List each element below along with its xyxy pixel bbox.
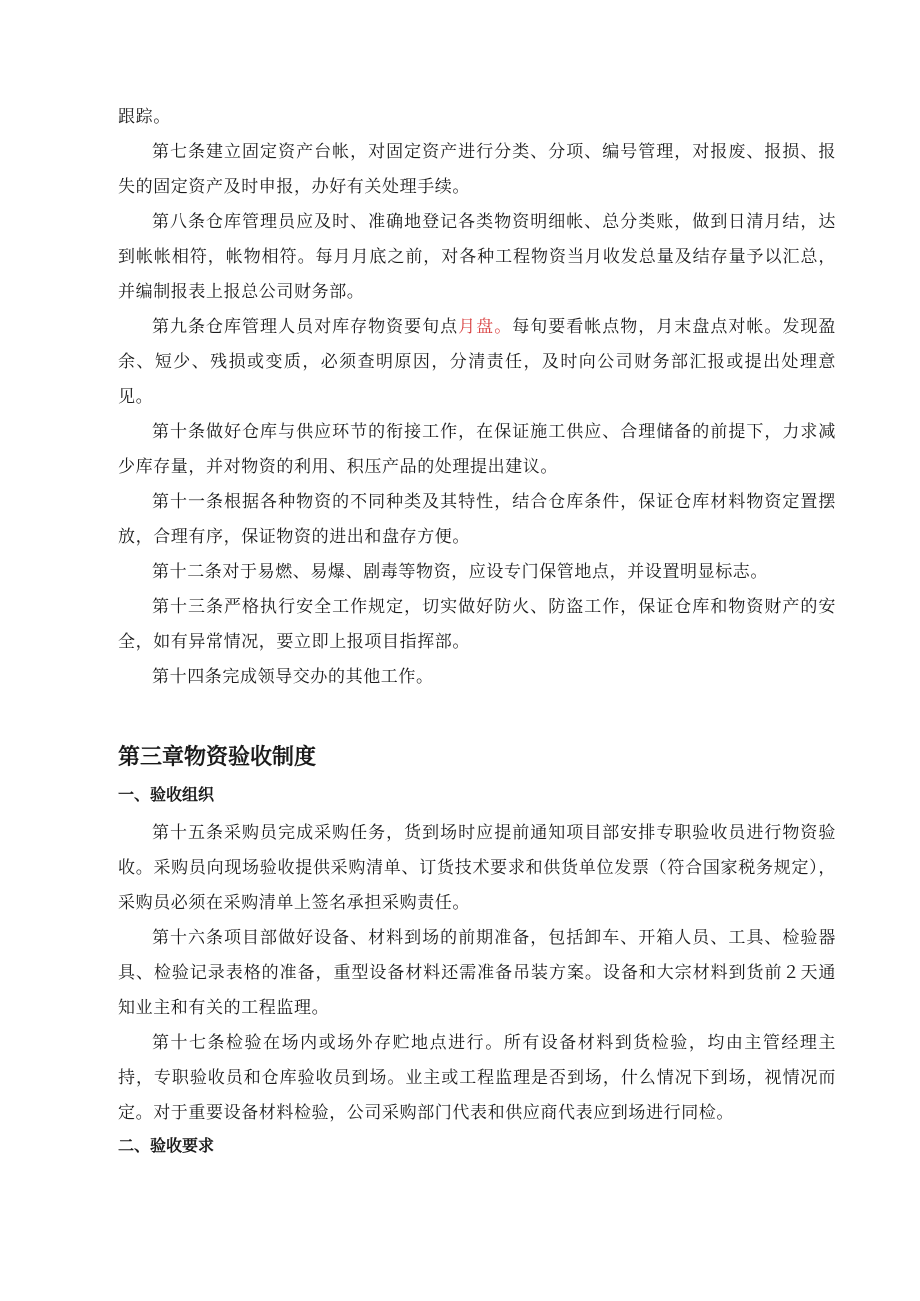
paragraph-article-17: 第十七条检验在场内或场外存贮地点进行。所有设备材料到货检验，均由主管经理主持，专职验收员和仓库验收员到场。业主或工程监理是否到场，什么情况下到场，视情况而定。对于重要设备材料检验，公司采购部门代表和供应商代表应到场进行同检。 (118, 1033, 836, 1123)
article-9-text-a: 第九条仓库管理人员对库存物资要旬点 (152, 317, 459, 337)
paragraph-article-9 (118, 310, 836, 415)
article-block-warehouse (118, 100, 836, 695)
section-heading-1: 一、验收组织 (118, 785, 215, 804)
chapter-3-block (118, 742, 836, 1161)
paragraph-article-11: 第十一条根据各种物资的不同种类及其特性，结合仓库条件，保证仓库材料物资定置摆放，合理有序，保证物资的进出和盘存方便。 (118, 492, 836, 547)
paragraph-article-14: 第十四条完成领导交办的其他工作。 (152, 667, 434, 687)
paragraph-article-8: 第八条仓库管理员应及时、准确地登记各类物资明细帐、总分类账，做到日清月结，达到帐帐相符，帐物相符。每月月底之前，对各种工程物资当月收发总量及结存量予以汇总，并编制报表上报总公司财务部。 (118, 212, 836, 302)
paragraph-article-10: 第十条做好仓库与供应环节的衔接工作，在保证施工供应、合理储备的前提下，力求减少库存量，并对物资的利用、积压产品的处理提出建议。 (118, 422, 836, 477)
paragraph-article-12: 第十二条对于易燃、易爆、剧毒等物资，应设专门保管地点，并设置明显标志。 (152, 562, 768, 582)
article-9-text-b: 每旬要看帐点物，月末盘点对帐。发现盈余、短少、残损或变质，必须查明原因，分清责任，及时向公司财务部汇报或提出处理意见。 (118, 317, 836, 407)
paragraph-article-7: 第七条建立固定资产台帐，对固定资产进行分类、分项、编号管理，对报废、报损、报失的固定资产及时申报，办好有关处理手续。 (118, 142, 836, 197)
paragraph-article-15: 第十五条采购员完成采购任务，货到场时应提前通知项目部安排专职验收员进行物资验收。采购员向现场验收提供采购清单、订货技术要求和供货单位发票（符合国家税务规定），采购员必须在采购清单上签名承担采购责任。 (118, 823, 836, 913)
paragraph-article-16: 第十六条项目部做好设备、材料到场的前期准备，包括卸车、开箱人员、工具、检验器具、检验记录表格的准备，重型设备材料还需准备吊装方案。设备和大宗材料到货前２天通知业主和有关的工程监理。 (118, 928, 836, 1018)
paragraph-continuation: 跟踪。 (118, 107, 171, 127)
article-9-highlight: 月盘。 (458, 317, 513, 337)
paragraph-article-13: 第十三条严格执行安全工作规定，切实做好防火、防盗工作，保证仓库和物资财产的安全，如有异常情况，要立即上报项目指挥部。 (118, 597, 836, 652)
section-heading-2: 二、验收要求 (118, 1136, 215, 1155)
chapter-title: 第三章物资验收制度 (118, 745, 317, 770)
